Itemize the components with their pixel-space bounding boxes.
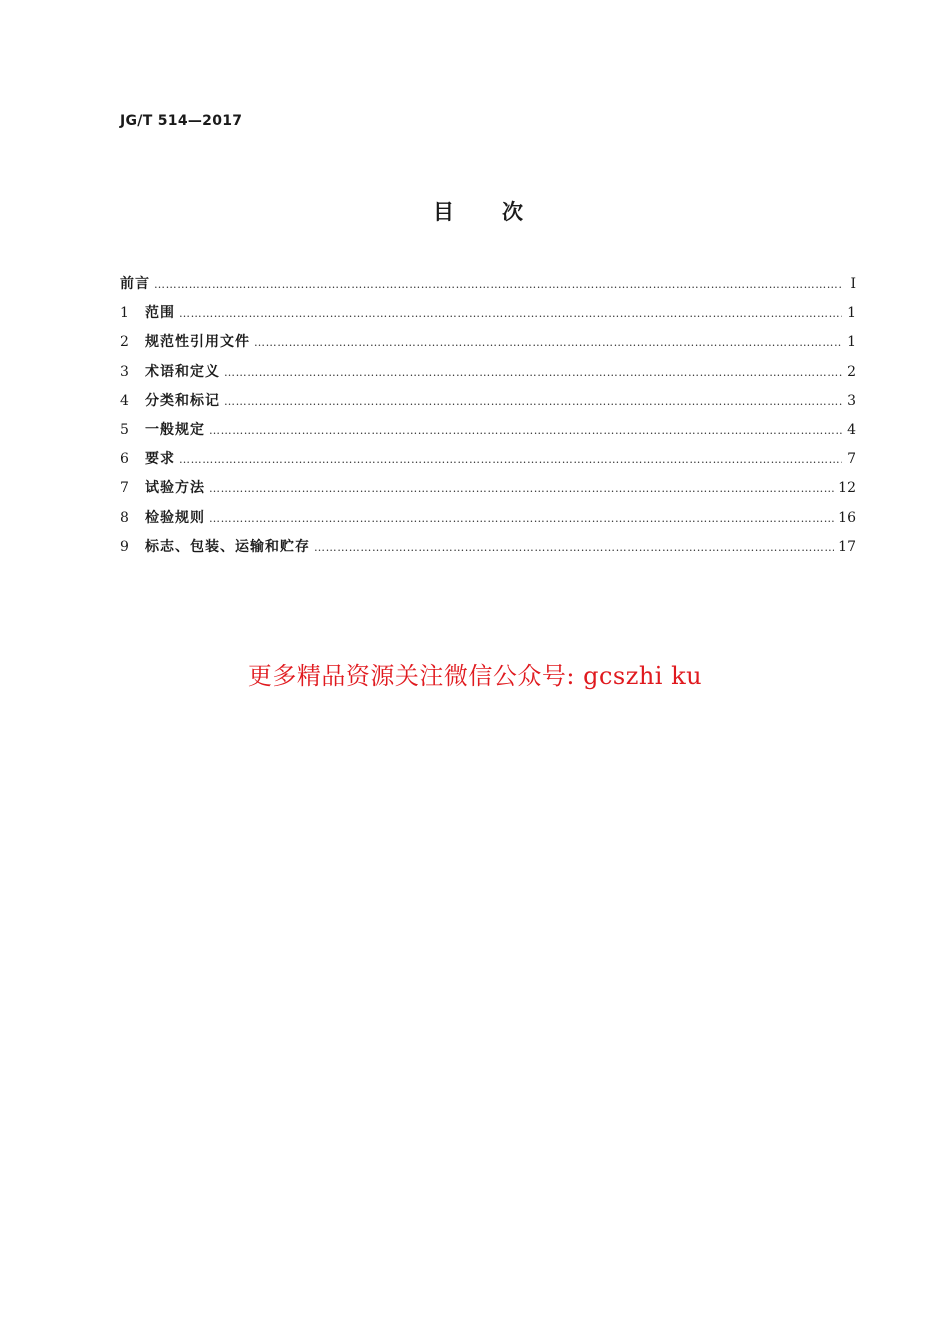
toc-entry-page: 3 bbox=[847, 392, 856, 409]
toc-entry-title: 前言 bbox=[120, 276, 150, 292]
toc-entry-page: 12 bbox=[838, 480, 856, 497]
toc-entry[interactable] bbox=[120, 303, 856, 332]
toc-entry-page: 17 bbox=[838, 538, 856, 555]
toc-entry-title: 一般规定 bbox=[145, 421, 205, 438]
leader-dots bbox=[209, 509, 834, 529]
toc-entry-page: Ⅰ bbox=[850, 276, 856, 292]
toc-entry-page: 16 bbox=[838, 509, 856, 526]
toc-entry-number: 1 bbox=[120, 305, 129, 322]
toc-entry-number: 9 bbox=[120, 538, 129, 555]
toc-entry-title: 规范性引用文件 bbox=[145, 334, 250, 351]
leader-dots bbox=[314, 538, 834, 558]
table-of-contents bbox=[120, 274, 856, 566]
toc-entry[interactable] bbox=[120, 508, 856, 537]
toc-entry-number: 6 bbox=[120, 451, 129, 468]
toc-entry[interactable] bbox=[120, 449, 856, 478]
toc-entry-number: 7 bbox=[120, 480, 129, 497]
toc-entry-title: 术语和定义 bbox=[145, 363, 220, 380]
leader-dots bbox=[179, 450, 842, 470]
leader-dots bbox=[209, 479, 834, 499]
toc-entry-page: 1 bbox=[847, 305, 856, 322]
toc-entry[interactable] bbox=[120, 478, 856, 507]
toc-entry[interactable] bbox=[120, 420, 856, 449]
toc-entry-page: 1 bbox=[847, 334, 856, 351]
toc-entry-title: 标志、包装、运输和贮存 bbox=[145, 538, 310, 555]
leader-dots bbox=[154, 275, 842, 295]
toc-entry[interactable] bbox=[120, 537, 856, 566]
page-title: 目次 bbox=[433, 200, 571, 224]
toc-entry-page: 4 bbox=[847, 421, 856, 438]
toc-entry-number: 4 bbox=[120, 392, 129, 409]
toc-entry-title: 检验规则 bbox=[145, 509, 205, 526]
toc-entry-number: 2 bbox=[120, 334, 129, 351]
leader-dots bbox=[254, 333, 842, 353]
toc-entry[interactable] bbox=[120, 332, 856, 361]
leader-dots bbox=[224, 363, 842, 383]
toc-entry-number: 8 bbox=[120, 509, 129, 526]
toc-entry-number: 3 bbox=[120, 363, 129, 380]
toc-entry-number: 5 bbox=[120, 421, 129, 438]
toc-entry-title: 试验方法 bbox=[145, 480, 205, 497]
promo-watermark-text: 更多精品资源关注微信公众号: gcszhi ku bbox=[247, 662, 703, 690]
toc-entry[interactable] bbox=[120, 362, 856, 391]
toc-entry-page: 7 bbox=[847, 451, 856, 468]
standard-code: JG/T 514—2017 bbox=[120, 113, 243, 129]
toc-entry-page: 2 bbox=[847, 363, 856, 380]
toc-entry-title: 要求 bbox=[145, 451, 175, 468]
leader-dots bbox=[224, 392, 842, 412]
toc-entry-preface[interactable] bbox=[120, 274, 856, 303]
toc-entry-title: 分类和标记 bbox=[145, 392, 220, 409]
toc-entry[interactable] bbox=[120, 391, 856, 420]
leader-dots bbox=[179, 304, 842, 324]
leader-dots bbox=[209, 421, 842, 441]
toc-entry-title: 范围 bbox=[145, 305, 175, 322]
